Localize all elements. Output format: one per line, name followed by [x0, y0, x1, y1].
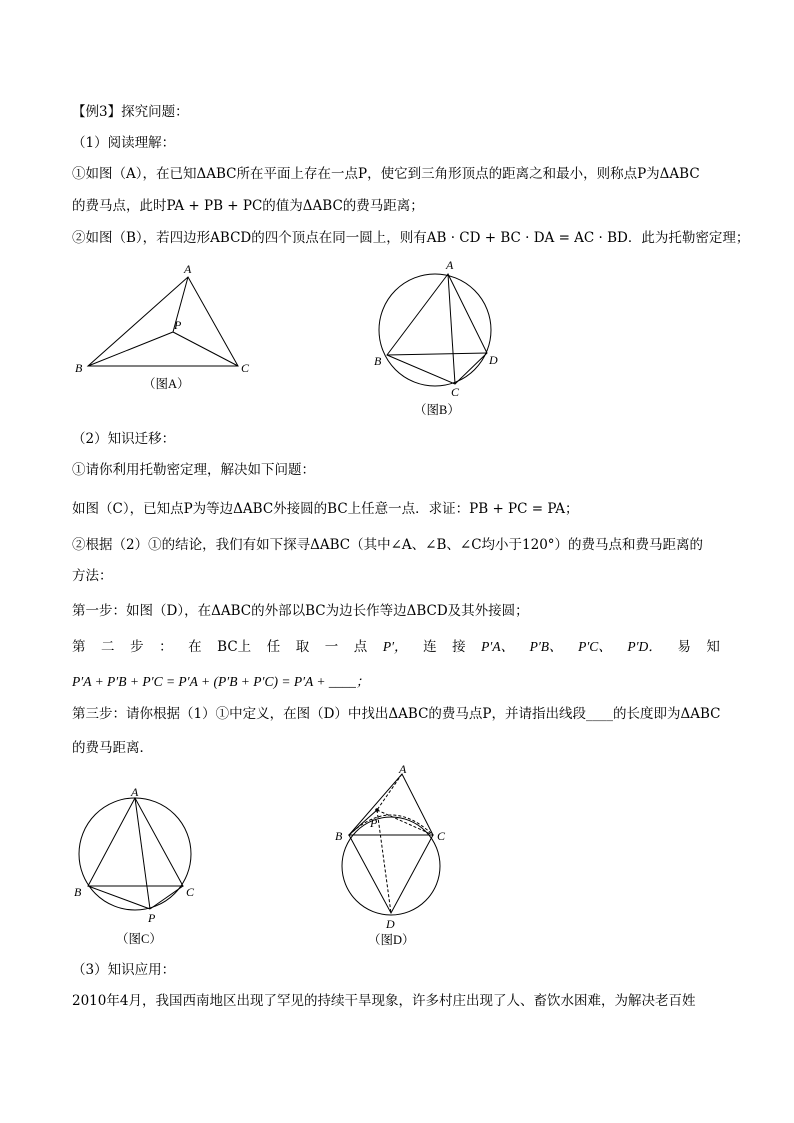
step2-token: P′D．	[627, 639, 662, 654]
step2-token: 第	[72, 639, 86, 655]
step2-token: P′B、	[529, 639, 563, 654]
step2-token: 点	[353, 639, 368, 655]
step2-token: 一	[324, 639, 339, 655]
task-2-line-1: ②根据（2）①的结论，我们有如下探寻ΔABC（其中∠A、∠B、∠C均小于120°）的费马点和费马距离的	[72, 537, 704, 553]
step-1: 第一步：如图（D），在ΔABC的外部以BC为边长作等边ΔBCD及其外接圆；	[72, 603, 529, 619]
fig-c-segment-pa	[135, 798, 150, 909]
fig-a-triangle	[88, 277, 238, 366]
fig-d-label-c: C	[437, 829, 446, 843]
fig-d-label-d: D	[386, 917, 395, 931]
step2-token: 易	[677, 639, 691, 655]
fig-d-caption: （图D）	[368, 933, 415, 947]
fermat-definition-line-2: 的费马点，此时PA + PB + PC的值为ΔABC的费马距离；	[72, 198, 424, 214]
fig-d-label-b: B	[335, 829, 343, 843]
example-title: 【例3】探究问题：	[72, 104, 189, 120]
part-1-heading: （1）阅读理解：	[72, 135, 176, 151]
step-2-line-2: P′A + P′B + P′C = P′A + (P′B + P′C) = P′A + ____；	[72, 674, 370, 689]
fig-c-label-b: B	[74, 885, 82, 899]
fig-c-label-p: P	[148, 911, 156, 925]
fig-d-equilateral-bcd	[349, 835, 433, 913]
fig-d-label-a: A	[399, 762, 407, 776]
part-2-heading: （2）知识迁移：	[72, 431, 176, 447]
fig-a-label-a: A	[184, 262, 192, 276]
fermat-definition-line-1: ①如图（A），在已知ΔABC所在平面上存在一点P，使它到三角形顶点的距离之和最小，则称点P为ΔABC	[72, 166, 700, 182]
step2-token: P′，	[382, 639, 408, 654]
fig-a-segment-pb	[88, 332, 173, 366]
step-3-line-1: 第三步：请你根据（1）①中定义，在图（D）中找出ΔABC的费马点P，并请指出线段____的长度即为ΔABC	[72, 706, 721, 722]
figure-a	[88, 277, 238, 366]
fig-b-caption: （图B）	[414, 403, 460, 417]
fig-b-label-b: B	[374, 354, 382, 368]
figure-d	[342, 774, 440, 915]
fig-a-label-c: C	[241, 361, 250, 375]
fig-b-diagonal-bd	[387, 353, 487, 355]
task-1-intro: ①请你利用托勒密定理，解决如下问题：	[72, 462, 315, 478]
step2-token: 连	[423, 639, 437, 655]
fig-d-dashed-pa	[377, 774, 402, 810]
fig-c-segment-pc	[150, 886, 183, 909]
fig-b-label-a: A	[446, 258, 454, 272]
fig-c-caption: （图C）	[116, 932, 162, 946]
task-1-statement: 如图（C），已知点P为等边ΔABC外接圆的BC上任意一点．求证：PB + PC = PA；	[72, 501, 579, 517]
fig-c-triangle	[88, 798, 183, 886]
step2-token: P′A、	[481, 639, 515, 654]
fig-c-segment-pb	[88, 886, 150, 909]
fig-b-label-c: C	[451, 385, 460, 399]
fig-d-point-p	[375, 808, 379, 812]
fig-d-triangle-abc	[349, 774, 433, 835]
fig-d-label-p: P	[370, 816, 378, 830]
fig-a-label-p: P	[174, 318, 182, 332]
application-text: 2010年4月，我国西南地区出现了罕见的持续干旱现象，许多村庄出现了人、畜饮水困难，为解决老百姓	[72, 993, 696, 1009]
fig-d-dashed-pd	[377, 810, 391, 913]
fig-a-caption: （图A）	[143, 377, 190, 391]
fig-c-label-a: A	[131, 785, 139, 799]
figure-c	[79, 798, 191, 910]
step2-token: 知	[706, 639, 720, 655]
part-3-heading: （3）知识应用：	[72, 962, 176, 978]
fig-c-label-c: C	[186, 885, 195, 899]
fig-b-quadrilateral	[387, 274, 487, 384]
step2-token: 取	[295, 639, 310, 655]
fig-b-diagonal-ac	[448, 274, 455, 384]
figure-b	[379, 274, 491, 386]
step2-token: P′C、	[578, 639, 612, 654]
ptolemy-theorem: ②如图（B），若四边形ABCD的四个顶点在同一圆上，则有AB · CD + BC · DA = AC · BD．此为托勒密定理；	[72, 230, 750, 246]
fig-c-circle	[79, 798, 191, 910]
step2-token: 任	[266, 639, 281, 655]
step2-token: 接	[452, 639, 466, 655]
step2-token: ：	[159, 639, 173, 655]
fig-d-dashed-arc	[349, 815, 433, 835]
fig-b-label-d: D	[489, 353, 498, 367]
step2-token: 在	[188, 639, 202, 655]
fig-a-label-b: B	[75, 361, 83, 375]
step2-token: 步	[130, 639, 144, 655]
fig-d-dashed-pc	[377, 810, 433, 835]
task-2-line-2: 方法：	[72, 568, 113, 584]
step2-token: 二	[101, 639, 115, 655]
step2-token: BC上	[217, 639, 252, 655]
step-3-line-2: 的费马距离．	[72, 740, 153, 756]
